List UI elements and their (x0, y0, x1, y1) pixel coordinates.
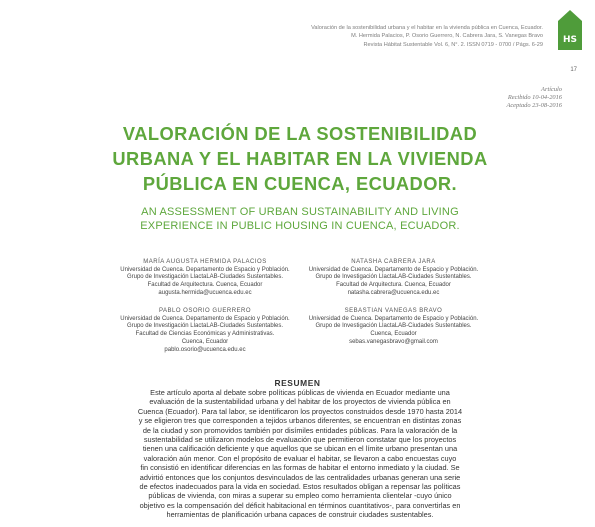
author-email: pablo.osorio@ucuenca.edu.ec (164, 346, 246, 353)
author-block (296, 308, 491, 347)
received-date: Recibido 10-04-2016 (507, 94, 562, 102)
author-affiliation: Cuenca, Ecuador (370, 331, 417, 338)
header-line: M. Hermida Palacios, P. Osorio Guerrero, N. Cabrera Jara, S. Vanegas Bravo (351, 33, 543, 40)
abstract-line: Cuenca (Ecuador). Para tal labor, se identificaron los proyectos construidos desde 1970 hasta 2014 (137, 406, 463, 416)
article-title (80, 122, 520, 196)
abstract-body (104, 388, 496, 520)
logo-text: HS (562, 35, 577, 45)
author-affiliation: Grupo de Investigación LlactaLAB-Ciudades Sustentables. (315, 274, 472, 281)
author-email: natasha.cabrera@ucuenca.edu.ec (347, 289, 440, 296)
page-number: 17 (570, 67, 577, 73)
article-type: Artículo (541, 86, 562, 93)
author-email: sebas.vanegasbravo@gmail.com (349, 338, 438, 345)
author-affiliation: Universidad de Cuenca. Departamento de Espacio y Población. (120, 315, 290, 322)
abstract-line: y se eligieron tres que corresponden a tejidos urbanos diferentes, se encuentran en distintas zonas (138, 416, 462, 426)
abstract-line: objetivo es la compensación del déficit habitacional en términos cuantitativos-, para convertirlas en (139, 500, 461, 510)
journal-header-reference (223, 24, 543, 49)
author-name: PABLO OSORIO GUERRERO (158, 308, 252, 314)
author-affiliation: Facultad de Ciencias Económicas y Administrativas. (135, 331, 275, 338)
abstract-line: Este artículo aporta al debate sobre políticas públicas de vivienda en Ecuador mediante una (150, 388, 450, 397)
subtitle-line: EXPERIENCE IN PUBLIC HOUSING IN CUENCA, ECUADOR. (140, 219, 460, 232)
abstract-line: fin consistió en identificar diferencias en las formas de habitar el entorno inmediato y la ciudad. Se (140, 463, 460, 473)
abstract-line: de la ciudad y son promovidos también por disímiles entidades públicas. Para la valoración de la (142, 425, 458, 435)
article-subtitle (80, 206, 520, 233)
header-line: Valoración de la sostenibilidad urbana y el habitar en la vivienda pública en Cuenca, Ecuador. (311, 25, 543, 31)
author-block (110, 259, 300, 298)
abstract-line: sustentabilidad se utilizaron modelos de evaluación que permitieron constatar que los proyectos (143, 435, 457, 445)
abstract-heading: RESUMEN (274, 378, 321, 388)
author-block (100, 308, 310, 354)
title-line: PÚBLICA EN CUENCA, ECUADOR. (142, 172, 458, 194)
author-email: augusta.hermida@ucuenca.edu.ec (158, 289, 252, 296)
title-line: VALORACIÓN DE LA SOSTENIBILIDAD (122, 123, 478, 144)
author-name: MARÍA AUGUSTA HERMIDA PALACIOS (143, 259, 267, 265)
abstract-line: públicas de vivienda, con miras a superar su empleo como herramienta clientelar -cuyo único (148, 491, 452, 501)
author-affiliation: Cuenca, Ecuador (181, 338, 229, 345)
author-affiliation: Universidad de Cuenca. Departamento de Espacio y Población. (308, 315, 479, 322)
author-affiliation: Facultad de Arquitectura. Cuenca, Ecuador (336, 282, 451, 289)
header-line: Revista Hábitat Sustentable Vol. 6, N°. 2. ISSN 0719 - 0700 / Págs. 6-29 (363, 41, 543, 48)
abstract-line: herramientas de planificación urbana capaces de construir ciudades sustentables. (166, 510, 434, 520)
abstract-line: tienen una calificación deficiente y que aquellos que se ubican en el límite urbano presentan una (142, 444, 458, 454)
author-affiliation: Universidad de Cuenca. Departamento de Espacio y Población. (120, 266, 290, 273)
abstract-line: de efectos inadecuados para la vida en sociedad. Estos resultados obligan a repensar las políticas (139, 482, 461, 492)
title-line: URBANA Y EL HABITAR EN LA VIVIENDA (112, 147, 488, 169)
accepted-date: Aceptado 23-08-2016 (506, 102, 562, 110)
author-affiliation: Facultad de Arquitectura. Cuenca, Ecuador (147, 282, 263, 289)
abstract-line: advirtió entonces que los conjuntos desvinculados de las centralidades urbanas generan una serie (139, 472, 461, 482)
author-affiliation: Grupo de Investigación LlactaLAB-Ciudades Sustentables. (126, 274, 284, 281)
author-affiliation: Grupo de Investigación LlactaLAB-Ciudades Sustentables. (315, 323, 472, 330)
journal-logo (558, 10, 582, 50)
article-dates (506, 86, 562, 111)
author-name: NATASHA CABRERA JARA (351, 259, 436, 265)
author-affiliation: Grupo de Investigación LlactaLAB-Ciudades Sustentables. (126, 323, 284, 330)
author-name: SEBASTIAN VANEGAS BRAVO (344, 308, 443, 314)
subtitle-line: AN ASSESSMENT OF URBAN SUSTAINABILITY AND LIVING (141, 206, 459, 218)
abstract-line: valoración aún menor. Con el propósito de evaluar el habitar, se llevaron a cabo encuestas cuyo (143, 453, 457, 463)
author-affiliation: Universidad de Cuenca. Departamento de Espacio y Población. (308, 266, 479, 273)
abstract-line: evaluación de la sustentabilidad urbana y del habitar de los proyectos de vivienda pública en (149, 397, 451, 407)
author-block (296, 259, 491, 298)
